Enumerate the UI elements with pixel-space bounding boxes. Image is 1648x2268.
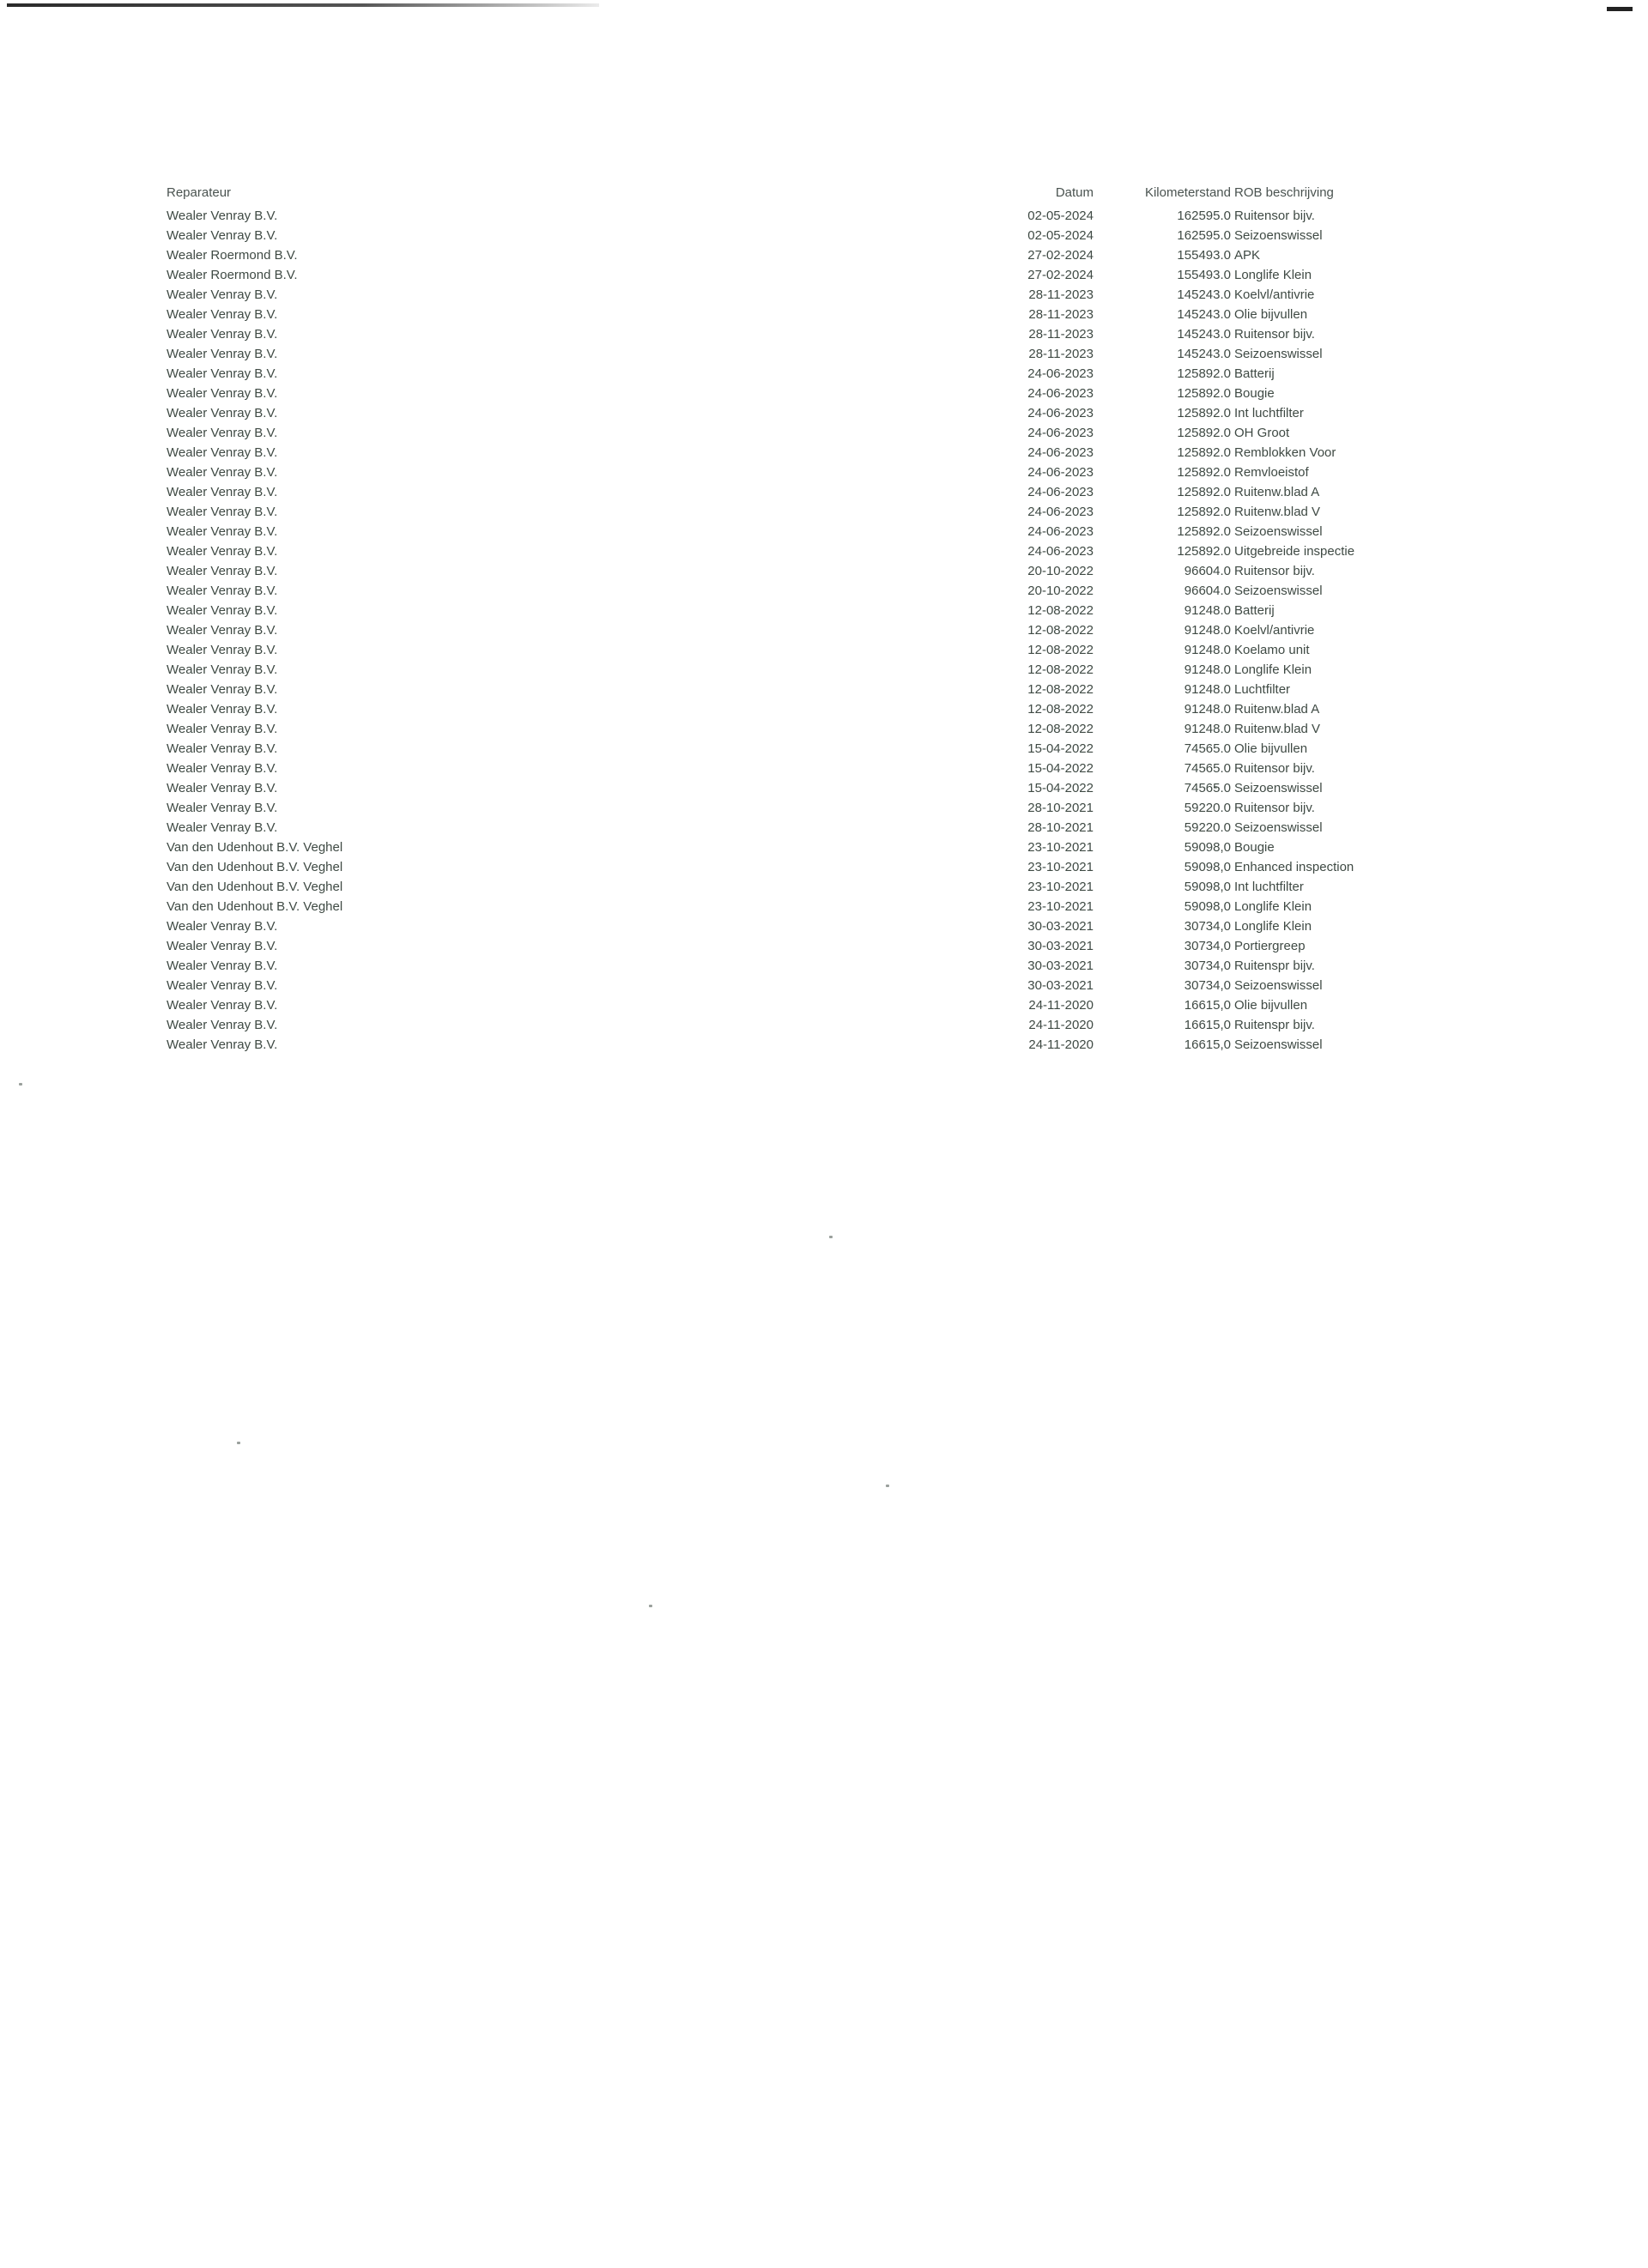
cell-beschrijving: Ruitenw.blad V (1234, 505, 1321, 519)
cell-beschrijving: Seizoenswissel (1234, 978, 1323, 993)
cell-beschrijving: Seizoenswissel (1234, 1037, 1323, 1052)
cell-beschrijving: Ruitensor bijv. (1234, 327, 1315, 342)
cell-kilometerstand: 145243.0 (1177, 307, 1231, 322)
cell-kilometerstand: 125892.0 (1177, 505, 1231, 519)
cell-kilometerstand: 125892.0 (1177, 485, 1231, 499)
cell-beschrijving: Luchtfilter (1234, 682, 1291, 697)
cell-reparateur: Wealer Venray B.V. (167, 406, 278, 420)
cell-kilometerstand: 145243.0 (1177, 287, 1231, 302)
cell-reparateur: Wealer Venray B.V. (167, 662, 278, 677)
cell-reparateur: Wealer Venray B.V. (167, 544, 278, 559)
cell-reparateur: Wealer Venray B.V. (167, 327, 278, 342)
cell-beschrijving: Olie bijvullen (1234, 998, 1308, 1013)
cell-beschrijving: Seizoenswissel (1234, 584, 1323, 598)
table-row (167, 936, 1306, 956)
cell-reparateur: Wealer Venray B.V. (167, 307, 278, 322)
cell-reparateur: Wealer Venray B.V. (167, 1037, 278, 1052)
scan-speck (19, 1083, 22, 1086)
cell-kilometerstand: 125892.0 (1177, 465, 1231, 480)
cell-beschrijving: Ruitenw.blad A (1234, 485, 1320, 499)
cell-beschrijving: Ruitenspr bijv. (1234, 959, 1315, 973)
cell-beschrijving: Koelvl/antivrie (1234, 287, 1315, 302)
cell-beschrijving: Ruitenw.blad V (1234, 722, 1321, 736)
table-row (167, 403, 1304, 423)
table-row (167, 482, 1320, 502)
cell-reparateur: Van den Udenhout B.V. Veghel (167, 880, 343, 894)
cell-reparateur: Wealer Venray B.V. (167, 465, 278, 480)
cell-reparateur: Wealer Venray B.V. (167, 1018, 278, 1032)
table-row (167, 759, 1315, 778)
cell-kilometerstand: 96604.0 (1184, 564, 1231, 578)
repair-history-table (167, 180, 1355, 1055)
cell-reparateur: Wealer Venray B.V. (167, 978, 278, 993)
table-row (167, 226, 1323, 245)
cell-datum: 24-06-2023 (1027, 505, 1094, 519)
cell-reparateur: Wealer Venray B.V. (167, 643, 278, 657)
cell-beschrijving: Longlife Klein (1234, 662, 1312, 677)
table-row (167, 541, 1355, 561)
cell-kilometerstand: 125892.0 (1177, 544, 1231, 559)
cell-datum: 12-08-2022 (1027, 643, 1094, 657)
cell-reparateur: Wealer Venray B.V. (167, 347, 278, 361)
cell-datum: 28-11-2023 (1028, 307, 1094, 322)
cell-kilometerstand: 125892.0 (1177, 406, 1231, 420)
cell-kilometerstand: 30734,0 (1184, 939, 1231, 953)
cell-reparateur: Wealer Venray B.V. (167, 959, 278, 973)
cell-datum: 24-06-2023 (1027, 406, 1094, 420)
cell-datum: 23-10-2021 (1027, 880, 1094, 894)
cell-reparateur: Wealer Roermond B.V. (167, 268, 298, 282)
cell-datum: 24-11-2020 (1028, 1018, 1094, 1032)
cell-kilometerstand: 145243.0 (1177, 327, 1231, 342)
cell-datum: 24-06-2023 (1027, 426, 1094, 440)
table-row (167, 245, 1261, 265)
cell-reparateur: Wealer Venray B.V. (167, 584, 278, 598)
cell-beschrijving: Koelvl/antivrie (1234, 623, 1315, 638)
cell-datum: 24-06-2023 (1027, 445, 1094, 460)
cell-reparateur: Van den Udenhout B.V. Veghel (167, 860, 343, 874)
cell-beschrijving: Batterij (1234, 603, 1275, 618)
cell-beschrijving: Bougie (1234, 840, 1275, 855)
cell-kilometerstand: 74565.0 (1184, 761, 1231, 776)
cell-kilometerstand: 162595.0 (1177, 228, 1231, 243)
cell-datum: 28-10-2021 (1027, 801, 1094, 815)
table-row (167, 699, 1320, 719)
cell-reparateur: Van den Udenhout B.V. Veghel (167, 899, 343, 914)
cell-kilometerstand: 125892.0 (1177, 445, 1231, 460)
cell-reparateur: Wealer Venray B.V. (167, 801, 278, 815)
cell-kilometerstand: 91248.0 (1184, 682, 1231, 697)
table-row (167, 897, 1312, 916)
table-row (167, 660, 1312, 680)
header-kilometerstand: Kilometerstand (1144, 185, 1231, 200)
cell-datum: 12-08-2022 (1027, 722, 1094, 736)
cell-datum: 27-02-2024 (1027, 268, 1094, 282)
cell-datum: 24-06-2023 (1027, 485, 1094, 499)
cell-kilometerstand: 145243.0 (1177, 347, 1231, 361)
cell-kilometerstand: 155493.0 (1177, 248, 1231, 263)
cell-datum: 20-10-2022 (1027, 564, 1094, 578)
table-row (167, 522, 1323, 541)
cell-beschrijving: Int luchtfilter (1234, 880, 1304, 894)
table-row (167, 344, 1323, 364)
cell-beschrijving: Seizoenswissel (1234, 228, 1323, 243)
scan-speck (886, 1485, 889, 1487)
cell-reparateur: Wealer Venray B.V. (167, 564, 278, 578)
cell-beschrijving: Batterij (1234, 366, 1275, 381)
table-row (167, 976, 1323, 995)
cell-reparateur: Wealer Venray B.V. (167, 287, 278, 302)
scan-speck (649, 1605, 652, 1607)
cell-datum: 23-10-2021 (1027, 860, 1094, 874)
cell-reparateur: Wealer Roermond B.V. (167, 248, 298, 263)
cell-beschrijving: Ruitensor bijv. (1234, 564, 1315, 578)
table-row (167, 838, 1275, 857)
table-row (167, 206, 1315, 226)
cell-beschrijving: Longlife Klein (1234, 268, 1312, 282)
table-row (167, 265, 1312, 285)
cell-kilometerstand: 91248.0 (1184, 702, 1231, 717)
cell-kilometerstand: 125892.0 (1177, 426, 1231, 440)
cell-reparateur: Wealer Venray B.V. (167, 524, 278, 539)
table-row (167, 305, 1308, 324)
cell-reparateur: Wealer Venray B.V. (167, 623, 278, 638)
table-row (167, 995, 1308, 1015)
cell-datum: 15-04-2022 (1027, 781, 1094, 795)
cell-beschrijving: Ruitensor bijv. (1234, 761, 1315, 776)
cell-beschrijving: Longlife Klein (1234, 919, 1312, 934)
cell-reparateur: Wealer Venray B.V. (167, 445, 278, 460)
table-row (167, 719, 1321, 739)
cell-kilometerstand: 155493.0 (1177, 268, 1231, 282)
cell-datum: 24-11-2020 (1028, 1037, 1094, 1052)
cell-reparateur: Wealer Venray B.V. (167, 426, 278, 440)
cell-reparateur: Wealer Venray B.V. (167, 722, 278, 736)
cell-kilometerstand: 96604.0 (1184, 584, 1231, 598)
table-row (167, 877, 1304, 897)
table-row (167, 581, 1323, 601)
cell-kilometerstand: 59098,0 (1184, 880, 1231, 894)
table-row (167, 601, 1275, 620)
cell-datum: 30-03-2021 (1027, 939, 1094, 953)
cell-kilometerstand: 30734,0 (1184, 919, 1231, 934)
cell-kilometerstand: 125892.0 (1177, 366, 1231, 381)
table-row (167, 818, 1323, 838)
cell-kilometerstand: 91248.0 (1184, 722, 1231, 736)
cell-datum: 12-08-2022 (1027, 623, 1094, 638)
table-row (167, 285, 1315, 305)
cell-beschrijving: Ruitensor bijv. (1234, 209, 1315, 223)
cell-kilometerstand: 125892.0 (1177, 524, 1231, 539)
table-row (167, 463, 1309, 482)
cell-datum: 12-08-2022 (1027, 662, 1094, 677)
cell-datum: 23-10-2021 (1027, 840, 1094, 855)
cell-kilometerstand: 74565.0 (1184, 781, 1231, 795)
cell-reparateur: Wealer Venray B.V. (167, 682, 278, 697)
table-row (167, 620, 1315, 640)
cell-datum: 30-03-2021 (1027, 959, 1094, 973)
table-header (167, 180, 1334, 206)
scan-edge-mark (1607, 7, 1633, 11)
cell-kilometerstand: 16615,0 (1184, 998, 1231, 1013)
cell-beschrijving: Koelamo unit (1234, 643, 1310, 657)
cell-kilometerstand: 91248.0 (1184, 623, 1231, 638)
cell-beschrijving: OH Groot (1234, 426, 1290, 440)
cell-kilometerstand: 16615,0 (1184, 1037, 1231, 1052)
cell-kilometerstand: 30734,0 (1184, 959, 1231, 973)
cell-datum: 27-02-2024 (1027, 248, 1094, 263)
cell-datum: 24-06-2023 (1027, 465, 1094, 480)
header-datum: Datum (1055, 185, 1094, 200)
cell-datum: 30-03-2021 (1027, 919, 1094, 934)
cell-reparateur: Van den Udenhout B.V. Veghel (167, 840, 343, 855)
cell-kilometerstand: 59220.0 (1184, 801, 1231, 815)
table-row (167, 324, 1315, 344)
table-row (167, 857, 1354, 877)
cell-datum: 24-06-2023 (1027, 544, 1094, 559)
cell-datum: 15-04-2022 (1027, 761, 1094, 776)
table-row (167, 364, 1275, 384)
cell-reparateur: Wealer Venray B.V. (167, 919, 278, 934)
table-row (167, 739, 1308, 759)
table-row (167, 1035, 1323, 1055)
cell-datum: 24-06-2023 (1027, 366, 1094, 381)
cell-datum: 23-10-2021 (1027, 899, 1094, 914)
cell-datum: 28-11-2023 (1028, 287, 1094, 302)
header-reparateur: Reparateur (167, 185, 232, 200)
table-row (167, 916, 1312, 936)
cell-kilometerstand: 91248.0 (1184, 643, 1231, 657)
table-row (167, 502, 1321, 522)
cell-reparateur: Wealer Venray B.V. (167, 781, 278, 795)
cell-datum: 28-11-2023 (1028, 327, 1094, 342)
table-row (167, 423, 1290, 443)
cell-datum: 02-05-2024 (1027, 228, 1094, 243)
cell-beschrijving: Longlife Klein (1234, 899, 1312, 914)
cell-beschrijving: Ruitenspr bijv. (1234, 1018, 1315, 1032)
cell-kilometerstand: 59220.0 (1184, 820, 1231, 835)
cell-reparateur: Wealer Venray B.V. (167, 603, 278, 618)
cell-beschrijving: Enhanced inspection (1234, 860, 1354, 874)
table-row (167, 1015, 1315, 1035)
cell-reparateur: Wealer Venray B.V. (167, 209, 278, 223)
cell-datum: 15-04-2022 (1027, 741, 1094, 756)
cell-beschrijving: Portiergreep (1234, 939, 1306, 953)
cell-datum: 28-10-2021 (1027, 820, 1094, 835)
cell-datum: 12-08-2022 (1027, 603, 1094, 618)
table-row (167, 680, 1291, 699)
table-row (167, 778, 1323, 798)
cell-kilometerstand: 16615,0 (1184, 1018, 1231, 1032)
cell-reparateur: Wealer Venray B.V. (167, 939, 278, 953)
cell-beschrijving: Ruitenw.blad A (1234, 702, 1320, 717)
cell-kilometerstand: 91248.0 (1184, 662, 1231, 677)
table-row (167, 443, 1336, 463)
cell-reparateur: Wealer Venray B.V. (167, 820, 278, 835)
header-rob-beschrijving: ROB beschrijving (1234, 185, 1334, 200)
cell-kilometerstand: 162595.0 (1177, 209, 1231, 223)
scan-speck (237, 1442, 240, 1444)
cell-datum: 12-08-2022 (1027, 682, 1094, 697)
cell-beschrijving: Remblokken Voor (1234, 445, 1336, 460)
cell-datum: 02-05-2024 (1027, 209, 1094, 223)
table-row (167, 384, 1275, 403)
cell-beschrijving: Uitgebreide inspectie (1234, 544, 1355, 559)
cell-kilometerstand: 74565.0 (1184, 741, 1231, 756)
cell-datum: 24-06-2023 (1027, 524, 1094, 539)
cell-reparateur: Wealer Venray B.V. (167, 485, 278, 499)
cell-kilometerstand: 59098,0 (1184, 899, 1231, 914)
cell-kilometerstand: 91248.0 (1184, 603, 1231, 618)
table-row (167, 956, 1315, 976)
cell-beschrijving: Olie bijvullen (1234, 741, 1308, 756)
table-row (167, 640, 1310, 660)
cell-kilometerstand: 125892.0 (1177, 386, 1231, 401)
cell-reparateur: Wealer Venray B.V. (167, 998, 278, 1013)
cell-datum: 20-10-2022 (1027, 584, 1094, 598)
cell-reparateur: Wealer Venray B.V. (167, 228, 278, 243)
cell-beschrijving: Ruitensor bijv. (1234, 801, 1315, 815)
cell-reparateur: Wealer Venray B.V. (167, 366, 278, 381)
cell-reparateur: Wealer Venray B.V. (167, 761, 278, 776)
cell-beschrijving: APK (1234, 248, 1261, 263)
cell-datum: 28-11-2023 (1028, 347, 1094, 361)
cell-beschrijving: Olie bijvullen (1234, 307, 1308, 322)
table-row (167, 798, 1315, 818)
cell-kilometerstand: 59098,0 (1184, 860, 1231, 874)
cell-kilometerstand: 59098,0 (1184, 840, 1231, 855)
cell-datum: 24-11-2020 (1028, 998, 1094, 1013)
cell-reparateur: Wealer Venray B.V. (167, 702, 278, 717)
cell-beschrijving: Seizoenswissel (1234, 820, 1323, 835)
cell-beschrijving: Seizoenswissel (1234, 524, 1323, 539)
table-row (167, 561, 1315, 581)
cell-datum: 24-06-2023 (1027, 386, 1094, 401)
cell-beschrijving: Remvloeistof (1234, 465, 1309, 480)
scan-speck (829, 1236, 833, 1238)
cell-reparateur: Wealer Venray B.V. (167, 505, 278, 519)
cell-datum: 12-08-2022 (1027, 702, 1094, 717)
cell-reparateur: Wealer Venray B.V. (167, 386, 278, 401)
scan-edge-line (7, 3, 599, 7)
cell-kilometerstand: 30734,0 (1184, 978, 1231, 993)
cell-beschrijving: Int luchtfilter (1234, 406, 1304, 420)
cell-reparateur: Wealer Venray B.V. (167, 741, 278, 756)
cell-beschrijving: Seizoenswissel (1234, 347, 1323, 361)
cell-datum: 30-03-2021 (1027, 978, 1094, 993)
cell-beschrijving: Seizoenswissel (1234, 781, 1323, 795)
table-body (167, 206, 1355, 1055)
cell-beschrijving: Bougie (1234, 386, 1275, 401)
